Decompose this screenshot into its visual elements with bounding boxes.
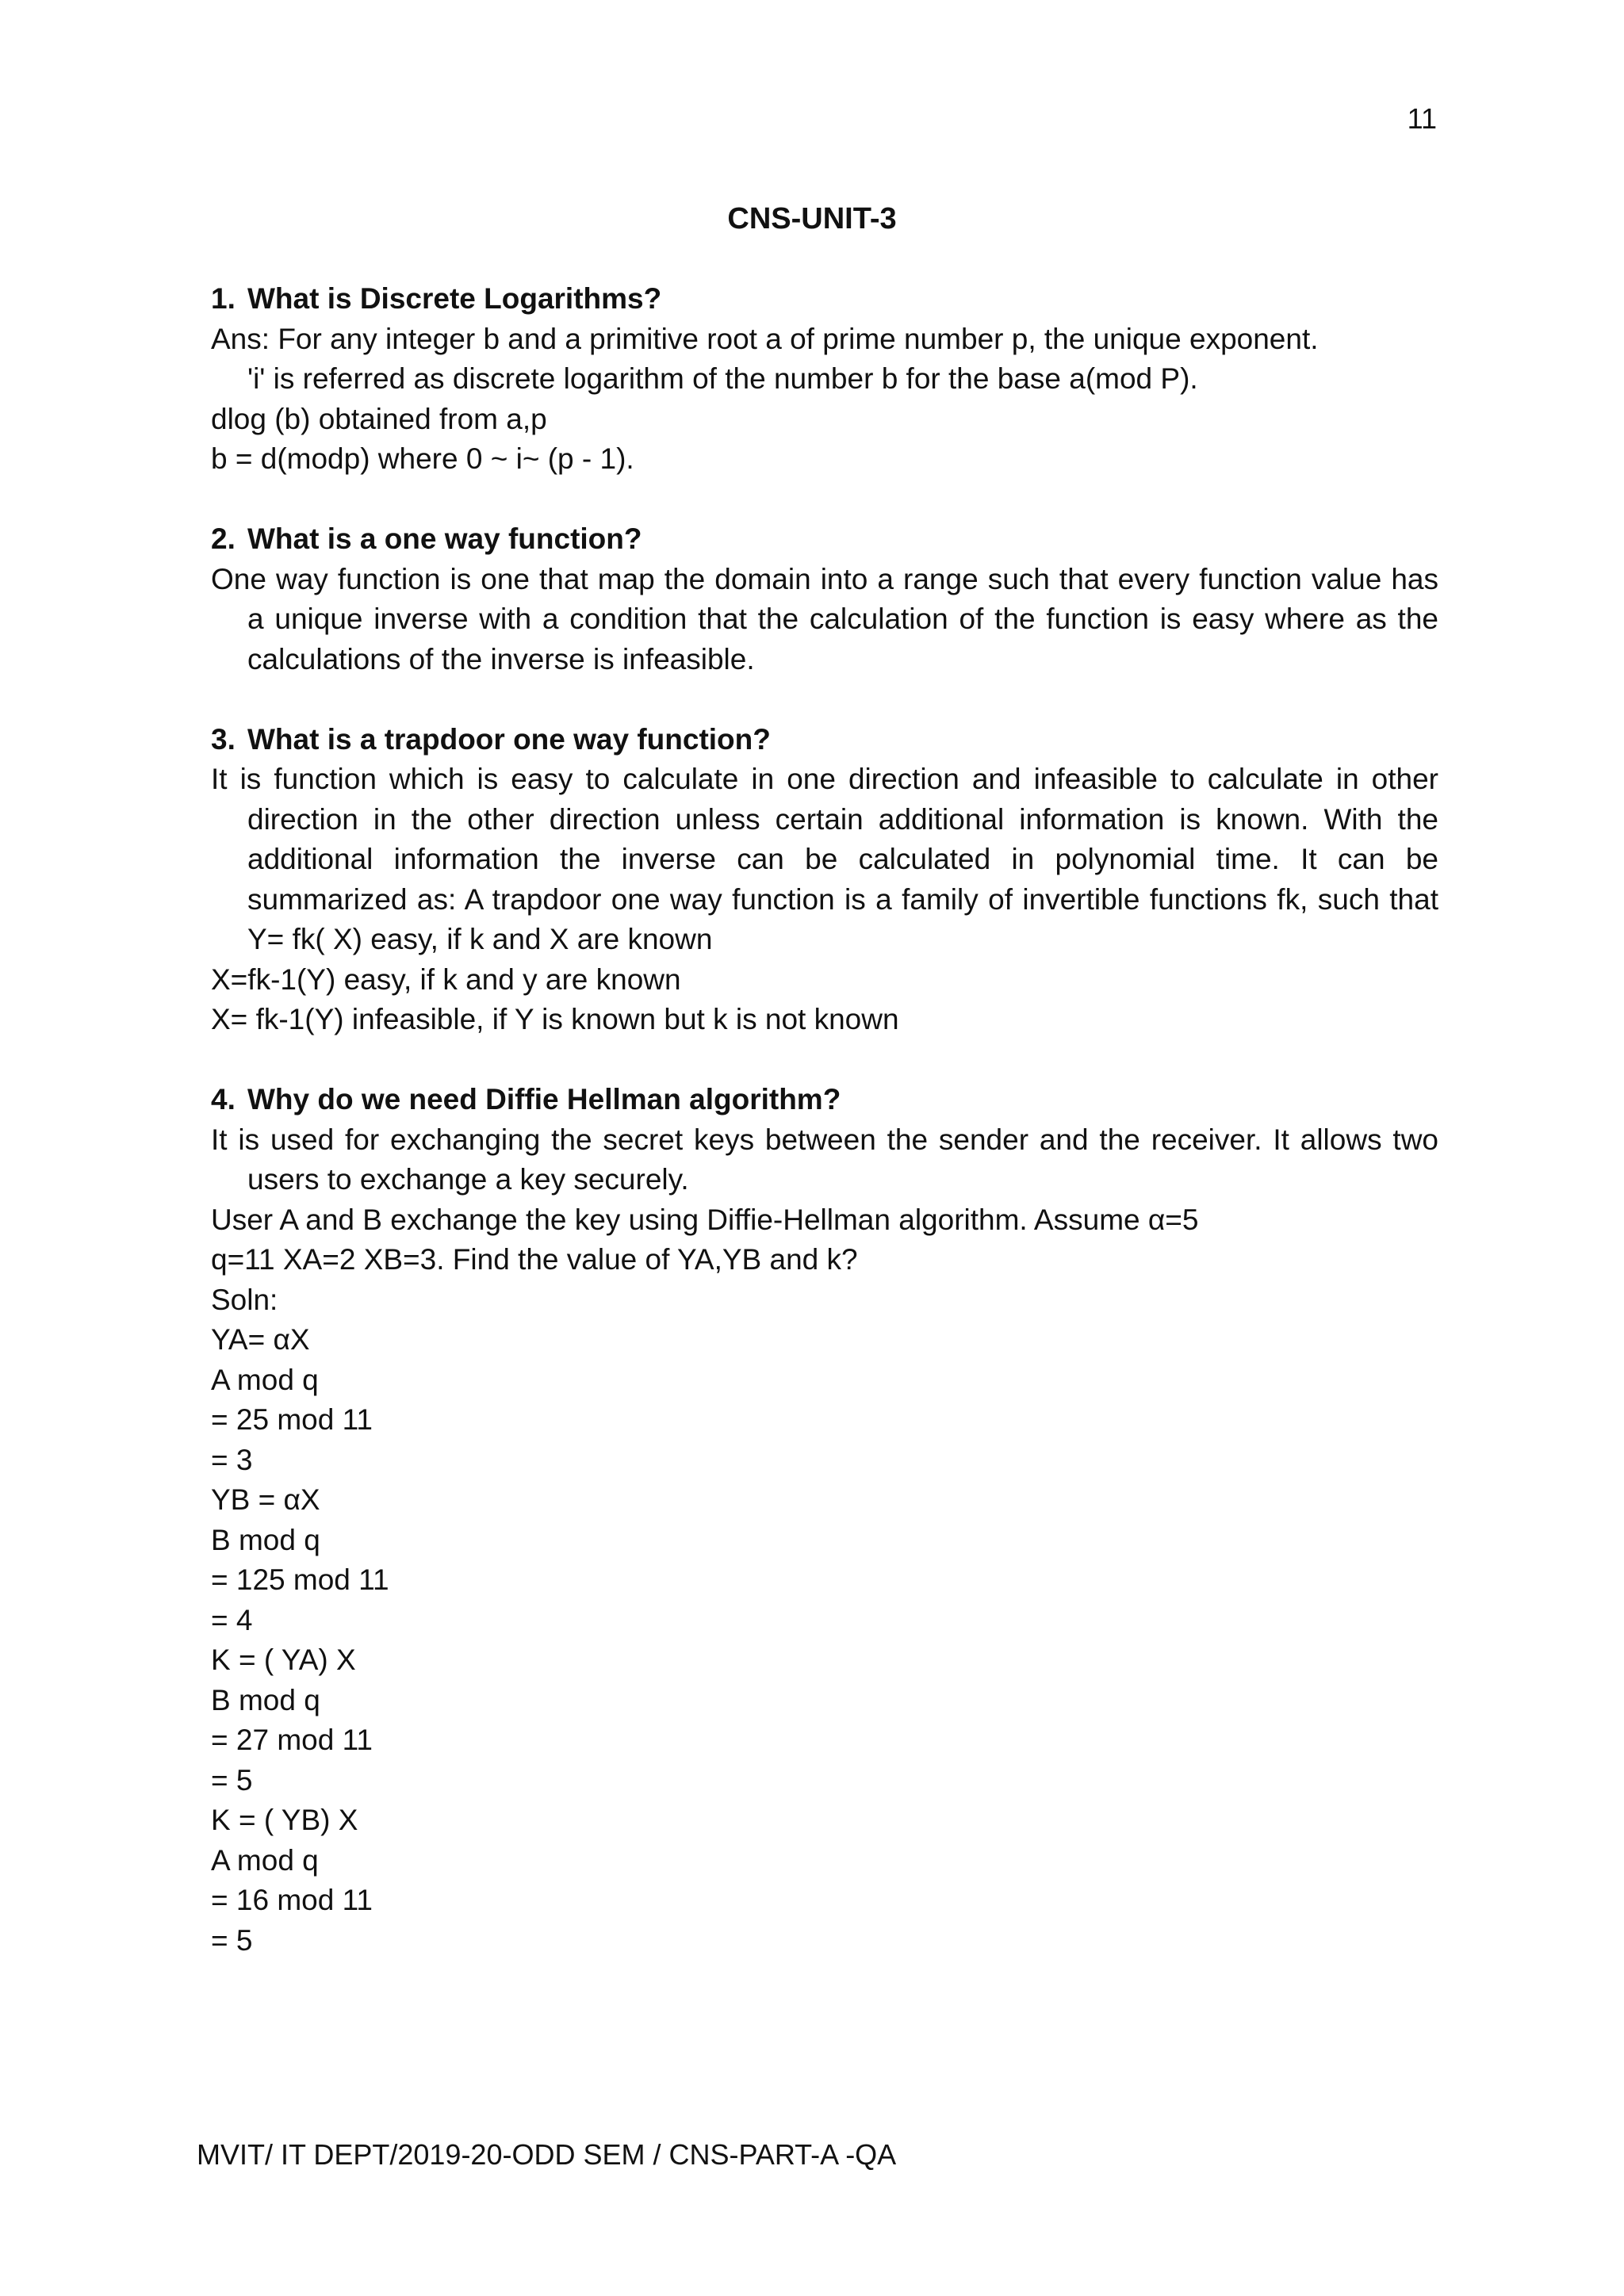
answer-line: X=fk-1(Y) easy, if k and y are known [211,962,681,996]
solution-line: = 25 mod 11 [211,1403,373,1436]
question-heading [211,279,1438,320]
solution-line: = 5 [211,1923,253,1957]
qa-section-2 [211,519,1438,679]
question-text: What is a trapdoor one way function? [247,722,771,756]
question-number: 3. [211,722,236,756]
qa-section-1 [211,279,1438,480]
question-heading [211,1080,1438,1120]
solution-line: A mod q [211,1843,319,1877]
question-heading [211,519,1438,560]
solution-line: = 3 [211,1443,253,1476]
solution-line: User A and B exchange the key using Diffie-Hellman algorithm. Assume α=5 [211,1203,1199,1236]
solution-line: = 125 mod 11 [211,1563,389,1596]
question-text: Why do we need Diffie Hellman algorithm? [247,1083,841,1115]
solution-line: A mod q [211,1363,319,1396]
question-number: 1. [211,282,236,315]
question-number: 2. [211,522,236,555]
solution-line: YB = αX [211,1483,320,1516]
solution-line: = 16 mod 11 [211,1884,373,1916]
answer-paragraph: It is function which is easy to calculate in one direction and infeasible to calculate in other direction in the other direction unless certain additional information is known. With the additional information the inverse can be calculated in polynomial time. It can be summarized as: A trapdoor one way function is a family of invertible functions fk, such that Y= fk( X) easy, if k and X are known [211,763,1438,955]
solution-line: K = ( YA) X [211,1644,356,1676]
answer-paragraph: One way function is one that map the domain into a range such that every function value has a unique inverse with a condition that the calculation of the function is easy where as the calculations of the inverse is infeasible. [211,562,1438,675]
answer-line: b = d(modp) where 0 ~ i~ (p - 1). [211,442,634,475]
qa-section-4 [211,1080,1438,1961]
solution-line: q=11 XA=2 XB=3. Find the value of YA,YB and k? [211,1243,858,1276]
page-footer: MVIT/ IT DEPT/2019-20-ODD SEM / CNS-PART-A -QA [197,2138,897,2171]
answer-line: Ans: For any integer b and a primitive root a of prime number p, the unique exponent. [211,322,1319,355]
answer-line: 'i' is referred as discrete logarithm of the number b for the base a(mod P). [247,362,1198,395]
solution-line: K = ( YB) X [211,1804,358,1836]
solution-line: = 5 [211,1763,253,1797]
solution-line: YA= αX [211,1323,310,1356]
document-title: CNS-UNIT-3 [727,202,897,235]
solution-line: B mod q [211,1523,320,1556]
question-heading [211,720,1438,760]
answer-line: dlog (b) obtained from a,p [211,402,547,435]
page-number: 11 [1407,102,1437,135]
answer-line: X= fk-1(Y) infeasible, if Y is known but k is not known [211,1003,899,1035]
question-text: What is a one way function? [247,522,642,555]
solution-line: Soln: [211,1283,278,1316]
question-number: 4. [211,1083,236,1115]
document-body [211,279,1438,2001]
qa-section-3 [211,720,1438,1040]
solution-line: = 4 [211,1603,253,1636]
solution-line: = 27 mod 11 [211,1724,373,1756]
solution-line: B mod q [211,1683,320,1716]
answer-paragraph: It is used for exchanging the secret keys between the sender and the receiver. It allows two users to exchange a key securely. [211,1123,1438,1196]
question-text: What is Discrete Logarithms? [247,282,662,315]
